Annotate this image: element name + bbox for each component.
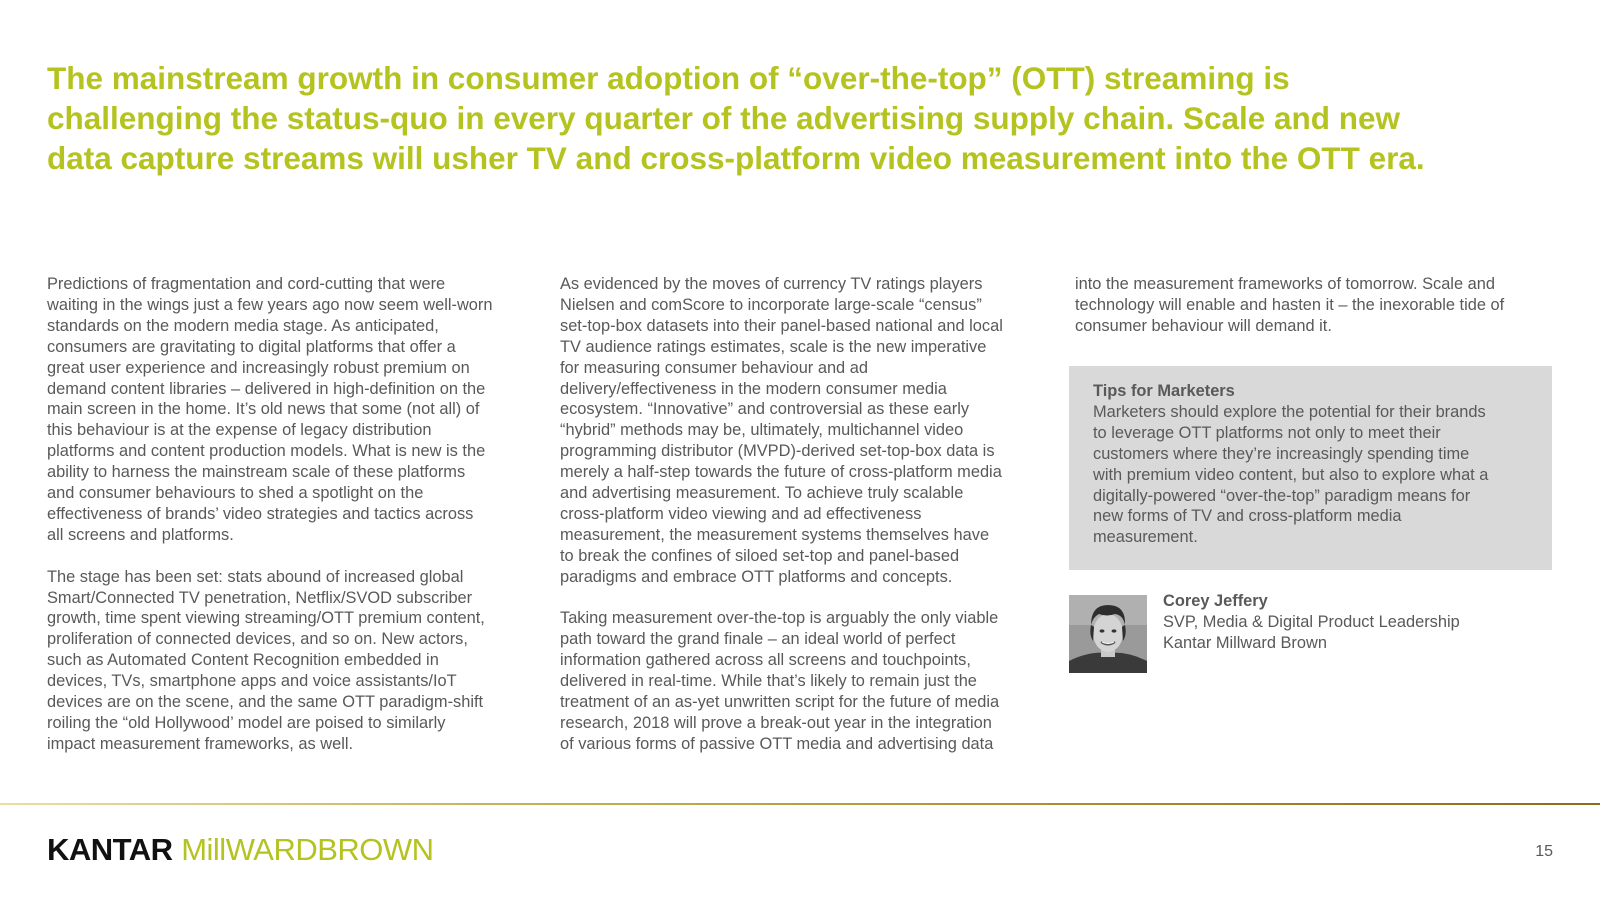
text-line: to break the confines of siloed set-top and panel-based [560,546,960,565]
tips-title: Tips for Marketers [1093,382,1235,400]
text-line: growth, time spent viewing streaming/OTT premium content, [47,609,485,628]
paragraph-spacer [560,588,1050,609]
text-line: set-top-box datasets into their panel-based national and local [560,316,1003,335]
text-line: measurement, the measurement systems themselves have [560,525,990,544]
text-line: TV audience ratings estimates, scale is the new imperative [560,337,987,356]
text-line: and advertising measurement. To achieve truly scalable [560,484,964,503]
body-paragraph [47,567,527,755]
text-line: all screens and platforms. [47,525,234,544]
paragraph-spacer [47,546,527,567]
text-line: paradigms and embrace OTT platforms and concepts. [560,567,953,586]
tips-line: customers where they’re increasingly spending time [1093,444,1470,463]
page-number: 15 [1535,843,1553,860]
text-line: research, 2018 will prove a break-out year in the integration [560,714,992,733]
text-line: cross-platform video viewing and ad effectiveness [560,504,922,523]
text-line: The stage has been set: stats abound of increased global [47,567,464,586]
text-line: roiling the “old Hollywood’ model are poised to similarly [47,714,446,733]
text-line: such as Automated Content Recognition embedded in [47,651,439,670]
text-line: devices, TVs, smartphone apps and voice assistants/IoT [47,672,457,691]
text-line: path toward the grand finale – an ideal world of perfect [560,630,956,649]
headline-line: The mainstream growth in consumer adoption of “over-the-top” (OTT) streaming is [47,60,1290,96]
author-company: Kantar Millward Brown [1163,634,1327,652]
text-line: consumer behaviour will demand it. [1075,316,1332,335]
text-line: devices are on the scene, and the same OTT paradigm-shift [47,693,484,712]
text-line: of various forms of passive OTT media and advertising data [560,734,994,753]
tips-line: with premium video content, but also to explore what a [1093,465,1489,484]
text-line: ecosystem. “Innovative” and controversial as these early [560,400,970,419]
text-line: As evidenced by the moves of currency TV ratings players [560,275,983,293]
text-line: impact measurement frameworks, as well. [47,734,354,753]
text-line: Nielsen and comScore to incorporate large-scale “census” [560,295,982,314]
text-line: proliferation of connected devices, and so on. New actors, [47,630,468,649]
tips-line: new forms of TV and cross-platform media [1093,507,1402,526]
text-line: waiting in the wings just a few years ago now seem well-worn [47,295,493,314]
text-line: programming distributor (MVPD)-derived set-top-box data is [560,442,995,461]
text-line: Smart/Connected TV penetration, Netflix/SVOD subscriber [47,588,473,607]
text-line: into the measurement frameworks of tomorrow. Scale and [1075,275,1495,293]
text-line: Predictions of fragmentation and cord-cutting that were [47,275,446,293]
logo-kantar: KANTAR [47,832,173,867]
text-line: effectiveness of brands’ video strategies and tactics across [47,504,474,523]
author-title: SVP, Media & Digital Product Leadership [1163,613,1460,631]
text-line: merely a half-step towards the future of cross-platform media [560,463,1002,482]
tips-line: digitally-powered “over-the-top” paradigm means for [1093,486,1471,505]
body-paragraph [47,274,527,546]
text-line: and consumer behaviours to shed a spotlight on the [47,484,424,503]
text-line: “hybrid” methods may be, ultimately, multichannel video [560,421,964,440]
tips-line: Marketers should explore the potential for their brands [1093,402,1486,421]
text-line: information gathered across all screens and touchpoints, [560,651,971,670]
text-line: delivered in real-time. While that’s likely to remain just the [560,672,977,691]
company-logo [47,832,434,868]
tips-line: to leverage OTT platforms not only to meet their [1093,423,1441,442]
text-line: technology will enable and hasten it – the inexorable tide of [1075,295,1505,314]
author-name: Corey Jeffery [1163,592,1268,610]
text-line: ability to harness the mainstream scale of these platforms [47,463,466,482]
text-line: for measuring consumer behaviour and ad [560,358,868,377]
body-column-2 [560,274,1050,755]
text-line: treatment of an as-yet unwritten script for the future of media [560,693,1000,712]
author-photo [1069,595,1147,673]
body-paragraph [560,608,1050,754]
logo-millwardbrown: MillWARDBROWN [181,832,434,867]
author-info [1163,591,1460,654]
headline-line: data capture streams will usher TV and cross-platform video measurement into the OTT era. [47,140,1425,176]
text-line: consumers are gravitating to digital platforms that offer a [47,337,456,356]
text-line: platforms and content production models. What is new is the [47,442,486,461]
tips-line: measurement. [1093,528,1198,547]
body-column-1 [47,274,527,755]
text-line: main screen in the home. It’s old news that some (not all) of [47,400,480,419]
text-line: Taking measurement over-the-top is arguably the only viable [560,609,999,628]
text-line: standards on the modern media stage. As anticipated, [47,316,439,335]
text-line: great user experience and increasingly robust premium on [47,358,470,377]
text-line: demand content libraries – delivered in high-definition on the [47,379,486,398]
page-headline [47,58,1567,178]
body-column-3 [1075,274,1565,337]
text-line: delivery/effectiveness in the modern consumer media [560,379,947,398]
text-line: this behaviour is at the expense of legacy distribution [47,421,432,440]
body-paragraph [560,274,1050,588]
tips-for-marketers-box [1069,366,1552,570]
author-portrait-icon [1069,595,1147,673]
body-paragraph [1075,274,1565,337]
footer-divider [0,803,1600,805]
headline-line: challenging the status-quo in every quarter of the advertising supply chain. Scale and new [47,100,1401,136]
